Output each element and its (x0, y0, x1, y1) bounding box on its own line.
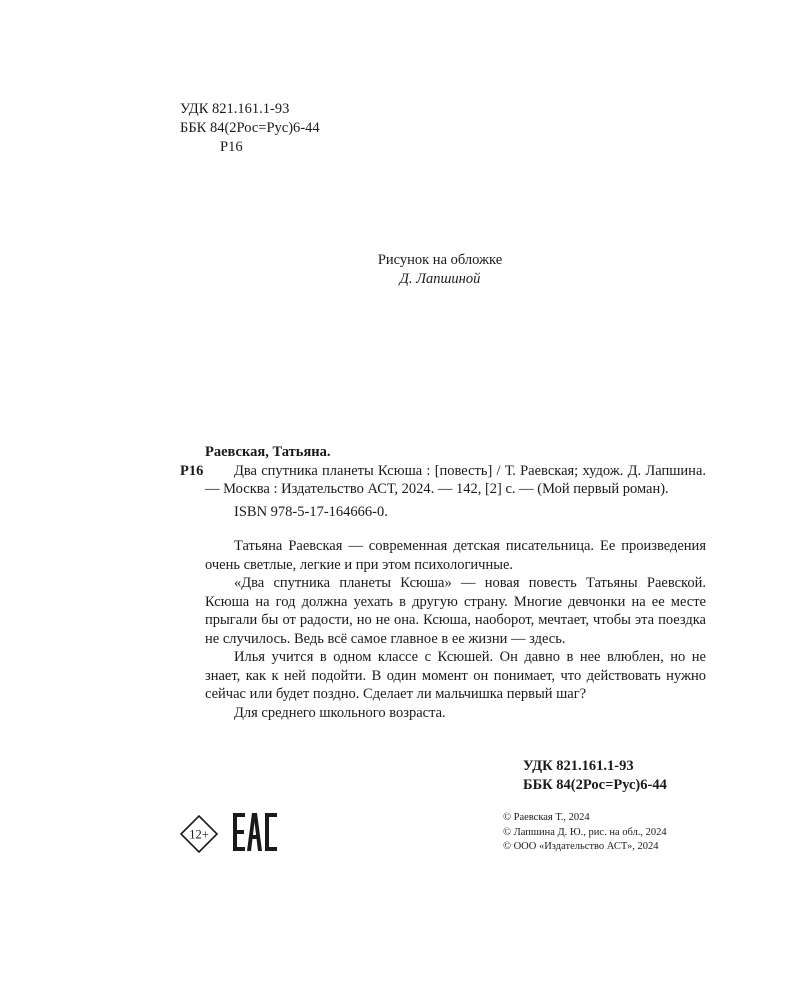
bbk-code: ББК 84(2Рос=Рус)6-44 (180, 120, 320, 136)
footer-codes (523, 757, 667, 795)
annotation-paragraph: Илья учится в одном классе с Ксюшей. Он давно в нее влюблен, но не знает, как к ней подойти. В один момент он понимает, что действовать нужно сейчас или будет поздно. Сделает ли мальчишка первый шаг? (205, 649, 706, 702)
annotation-audience: Для среднего школьного возраста. (234, 704, 446, 721)
udk-code: УДК 821.161.1-93 (180, 101, 290, 117)
footer-bbk: ББК 84(2Рос=Рус)6-44 (523, 777, 667, 793)
copyright-line: © Раевская Т., 2024 (503, 812, 590, 823)
cover-artist: Д. Лапшиной (399, 271, 481, 287)
bib-author: Раевская, Татьяна. (205, 444, 331, 460)
cover-credit (0, 251, 800, 289)
copyright-line: © Лапшина Д. Ю., рис. на обл., 2024 (503, 826, 667, 838)
author-sign: Р16 (220, 139, 243, 155)
age-rating-label: 12+ (189, 827, 209, 842)
eac-logo-icon (232, 812, 278, 852)
copyright-block (503, 811, 667, 855)
cover-credit-label: Рисунок на обложке (377, 252, 503, 268)
footer-udk: УДК 821.161.1-93 (523, 758, 634, 774)
annotation-paragraph: Татьяна Раевская — современная детская писательница. Ее произведения очень светлые, легкие и при этом психологичные. (205, 538, 706, 573)
bibliographic-record (180, 443, 706, 521)
copyright-line: © ООО «Издательство АСТ», 2024 (503, 841, 659, 852)
bib-entry (180, 462, 706, 499)
age-rating-badge (180, 815, 218, 853)
header-codes (180, 100, 320, 157)
annotation (205, 537, 706, 722)
bib-code: Р16 (180, 462, 204, 479)
age-rating-icon (180, 815, 218, 853)
eac-mark (232, 812, 278, 852)
isbn: ISBN 978-5-17-164666-0. (234, 503, 388, 520)
annotation-paragraph: «Два спутника планеты Ксюша» — новая повесть Татьяны Раевской. Ксюша на год должна уехать в другую страну. Многие девчонки на ее месте прыгали бы от радости, но не она. Ксюша, наоборот, мечтает, чтобы эта поездка не случилось. Ведь всё самое главное в ее жизни — здесь. (205, 575, 706, 647)
bib-description: Два спутника планеты Ксюша : [повесть] / Т. Раевская; худож. Д. Лапшина. — Москва : Издательство АСТ, 2024. — 142, [2] с. — (Мой первый роман). (205, 462, 706, 497)
